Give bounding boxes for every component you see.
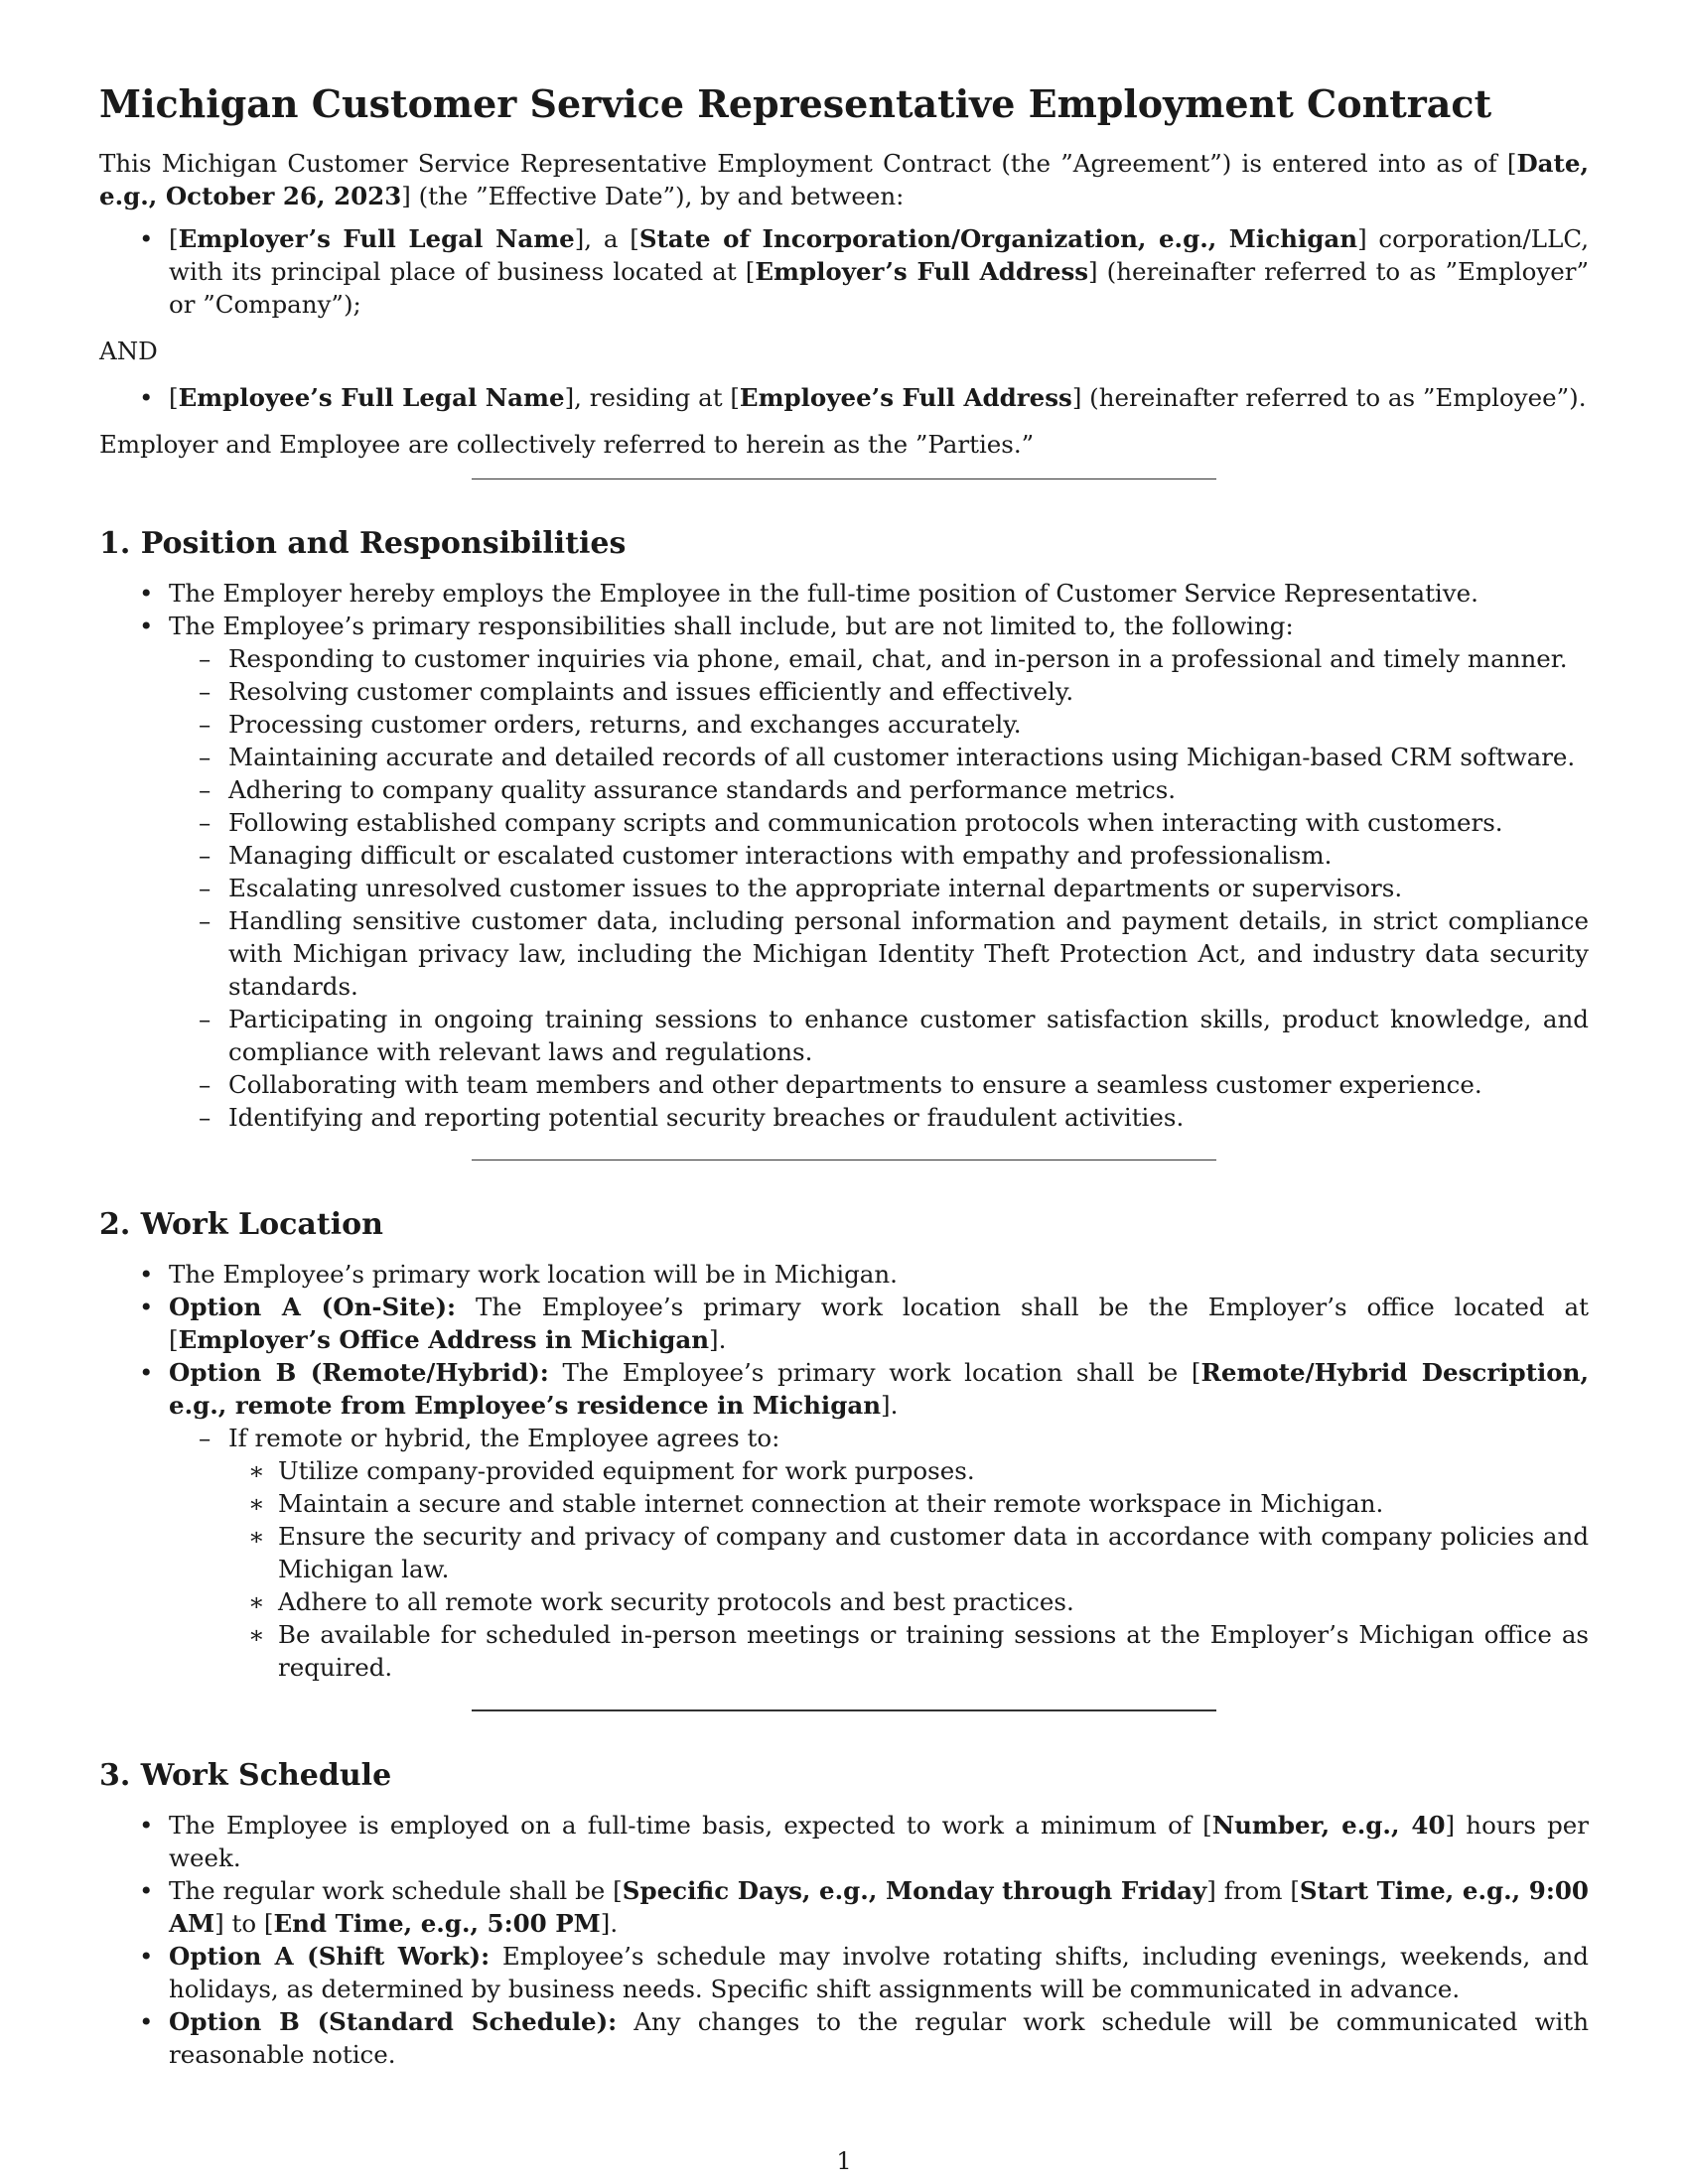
section-2-list bbox=[99, 1258, 1589, 1684]
responsibility-item: – Adhering to company quality assurance standards and performance metrics. bbox=[169, 773, 1589, 806]
contract-page bbox=[99, 81, 1589, 2071]
responsibility-item: – Participating in ongoing training sessions to enhance customer satisfaction skills, product knowledge, and compliance with relevant laws and regulations. bbox=[169, 1003, 1589, 1068]
employer-address-placeholder: Employer’s Full Address bbox=[755, 257, 1089, 286]
document-title: Michigan Customer Service Representative Employment Contract bbox=[99, 81, 1492, 126]
remote-requirements-list bbox=[228, 1454, 1589, 1684]
start-time-placeholder: Start Time, e.g., 9:00 AM bbox=[169, 1876, 1589, 1938]
hours-item: • The Employee is employed on a full-time basis, expected to work a minimum of [Number, e.g., 40] hours per week. bbox=[99, 1809, 1589, 1874]
remote-requirement-item: ∗ Maintain a secure and stable internet connection at their remote workspace in Michigan. bbox=[228, 1487, 1589, 1520]
remote-requirement-item: ∗ Utilize company-provided equipment for work purposes. bbox=[228, 1454, 1589, 1487]
section-divider bbox=[472, 1709, 1216, 1711]
employee-name-placeholder: Employee’s Full Legal Name bbox=[178, 383, 565, 412]
responsibility-item: – Handling sensitive customer data, including personal information and payment details, in strict compliance with Michigan privacy law, including the Michigan Identity Theft Protection Act, and industry data security standards. bbox=[169, 904, 1589, 1003]
section-1-list bbox=[99, 577, 1589, 1134]
responsibility-item: – Collaborating with team members and other departments to ensure a seamless customer experience. bbox=[169, 1068, 1589, 1101]
days-placeholder: Specific Days, e.g., Monday through Friday bbox=[622, 1876, 1207, 1905]
section-3-list bbox=[99, 1809, 1589, 2071]
employee-list bbox=[99, 381, 1589, 414]
remote-description-placeholder: Remote/Hybrid Description, e.g., remote from Employee’s residence in Michigan bbox=[169, 1358, 1589, 1420]
responsibility-item: – Resolving customer complaints and issues efficiently and effectively. bbox=[169, 675, 1589, 708]
option-a-item: • Option A (On-Site): The Employee’s primary work location shall be the Employer’s office located at [Employer’s Office Address in Michigan]. bbox=[99, 1291, 1589, 1356]
section-2-heading: 2. Work Location bbox=[99, 1207, 383, 1242]
responsibilities-list bbox=[169, 642, 1589, 1134]
employer-state-placeholder: State of Incorporation/Organization, e.g., Michigan bbox=[638, 224, 1358, 253]
remote-sublist bbox=[169, 1422, 1589, 1684]
and-separator: AND bbox=[99, 337, 158, 365]
section-divider bbox=[472, 478, 1216, 479]
employer-name-placeholder: Employer’s Full Legal Name bbox=[178, 224, 575, 253]
remote-requirement-item: ∗ Ensure the security and privacy of company and customer data in accordance with company policies and Michigan law. bbox=[228, 1520, 1589, 1585]
remote-requirement-item: ∗ Adhere to all remote work security protocols and best practices. bbox=[228, 1585, 1589, 1618]
end-time-placeholder: End Time, e.g., 5:00 PM bbox=[273, 1909, 601, 1938]
section-1-heading: 1. Position and Responsibilities bbox=[99, 526, 627, 561]
parties-paragraph: Employer and Employee are collectively referred to herein as the ”Parties.” bbox=[99, 430, 1035, 459]
standard-schedule-item: • Option B (Standard Schedule): Any changes to the regular work schedule will be communicated with reasonable notice. bbox=[99, 2005, 1589, 2071]
page-number: 1 bbox=[836, 2147, 852, 2175]
responsibility-item: – Processing customer orders, returns, and exchanges accurately. bbox=[169, 708, 1589, 741]
remote-requirement-item: ∗ Be available for scheduled in-person meetings or training sessions at the Employer’s Michigan office as required. bbox=[228, 1618, 1589, 1684]
responsibility-item: – Maintaining accurate and detailed records of all customer interactions using Michigan-based CRM software. bbox=[169, 741, 1589, 773]
shift-work-item: • Option A (Shift Work): Employee’s schedule may involve rotating shifts, including evenings, weekends, and holidays, as determined by business needs. Specific shift assignments will be communicated in advance. bbox=[99, 1940, 1589, 2005]
responsibility-item: – Responding to customer inquiries via phone, email, chat, and in-person in a professional and timely manner. bbox=[169, 642, 1589, 675]
effective-date-placeholder: Date, e.g., October 26, 2023 bbox=[99, 149, 1589, 210]
responsibility-item: – Escalating unresolved customer issues to the appropriate internal departments or supervisors. bbox=[169, 872, 1589, 904]
section-3-heading: 3. Work Schedule bbox=[99, 1758, 392, 1793]
intro-paragraph: This Michigan Customer Service Representative Employment Contract (the ”Agreement”) is entered into as of [Date, e.g., October 26, 2023] (the ”Effective Date”), by and between: bbox=[99, 149, 1589, 210]
list-item: • The Employee’s primary responsibilities shall include, but are not limited to, the following: – Responding to customer inquiries via phone, email, chat, and in-person in a professional and timely manner. – Resolving customer complaints and issues efficiently and effectively. – Processing customer orders, returns, and exchanges accurately. – Maintaining accurate and detailed records of all customer interactions using Michigan-based CRM software. – Adhering to company quality assurance standards and performance metrics. – Following established company scripts and communication protocols when interacting with customers. – Managing difficult or escalated customer interactions with empathy and professionalism. – Escalating unresolved customer issues to the appropriate internal departments or supervisors. – Handling sensitive customer data, including personal information and payment details, in strict compliance with Michigan privacy law, including the Michigan Identity Theft Protection Act, and industry data security standards. – Participating in ongoing training sessions to enhance customer satisfaction skills, product knowledge, and compliance with relevant laws and regulations. – Collaborating with team members and other departments to ensure a seamless customer experience. – Identifying and reporting potential security breaches or fraudulent activities. bbox=[99, 610, 1589, 1134]
list-item: • The Employer hereby employs the Employee in the full-time position of Customer Service Representative. bbox=[99, 577, 1589, 610]
employer-party: • [Employer’s Full Legal Name], a [State of Incorporation/Organization, e.g., Michigan] corporation/LLC, with its principal place of business located at [Employer’s Full Address] (hereinafter referred to as ”Employer” or ”Company”); bbox=[99, 222, 1589, 321]
responsibility-item: – Managing difficult or escalated customer interactions with empathy and professionalism. bbox=[169, 839, 1589, 872]
list-item: • The Employee’s primary work location will be in Michigan. bbox=[99, 1258, 1589, 1291]
schedule-item: • The regular work schedule shall be [Specific Days, e.g., Monday through Friday] from [Start Time, e.g., 9:00 AM] to [End Time, e.g., 5:00 PM]. bbox=[99, 1874, 1589, 1940]
responsibility-item: – Following established company scripts and communication protocols when interacting with customers. bbox=[169, 806, 1589, 839]
office-address-placeholder: Employer’s Office Address in Michigan bbox=[178, 1325, 710, 1354]
remote-intro-item: – If remote or hybrid, the Employee agrees to: ∗ Utilize company-provided equipment for work purposes. ∗ Maintain a secure and stable internet connection at their remote workspace in Michigan. ∗ Ensure the security and privacy of company and customer data in accordance with company policies and Michigan law. ∗ Adhere to all remote work security protocols and best practices. ∗ Be available for scheduled in-person meetings or training sessions at the Employer’s Michigan office as required. bbox=[169, 1422, 1589, 1684]
employee-party: • [Employee’s Full Legal Name], residing at [Employee’s Full Address] (hereinafter referred to as ”Employee”). bbox=[99, 381, 1589, 414]
option-b-item: • Option B (Remote/Hybrid): The Employee’s primary work location shall be [Remote/Hybrid Description, e.g., remote from Employee’s residence in Michigan]. – If remote or hybrid, the Employee agrees to: ∗ Utilize company-provided equipment for work purposes. ∗ Maintain a secure and stable internet connection at their remote workspace in Michigan. ∗ Ensure the security and privacy of company and customer data in accordance with company policies and Michigan law. ∗ Adhere to all remote work security protocols and best practices. ∗ Be available for scheduled in-person meetings or training sessions at the Employer’s Michigan office as required. bbox=[99, 1356, 1589, 1684]
hours-placeholder: Number, e.g., 40 bbox=[1211, 1811, 1446, 1840]
employer-list bbox=[99, 222, 1589, 321]
employee-address-placeholder: Employee’s Full Address bbox=[739, 383, 1072, 412]
responsibility-item: – Identifying and reporting potential security breaches or fraudulent activities. bbox=[169, 1101, 1589, 1134]
